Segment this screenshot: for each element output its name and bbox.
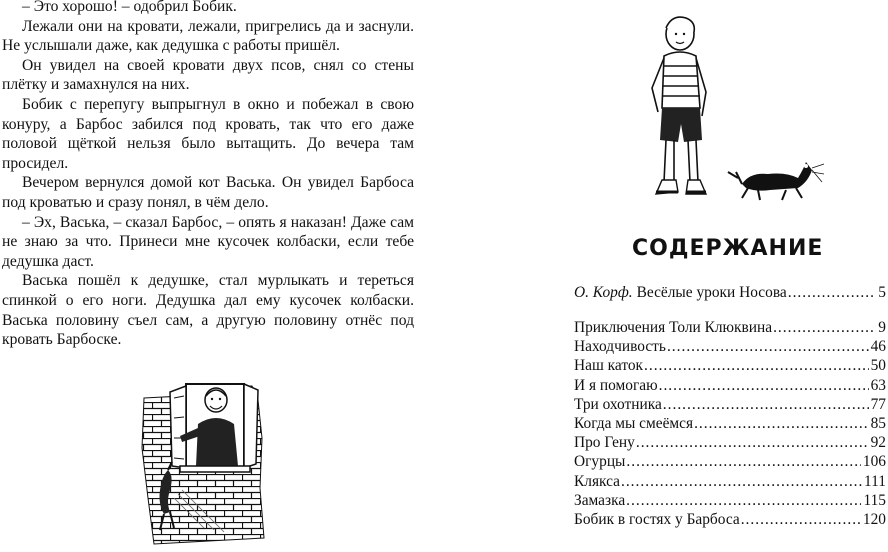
toc-entry-page: 77	[870, 395, 886, 413]
story-paragraph: – Эх, Васька, – сказал Барбос, – опять я наказан! Даже сам не знаю за что. Принеси мне кусочек колбаски, если тебе дедушка даст.	[2, 213, 414, 270]
toc-entry-title: Огурцы	[574, 453, 626, 471]
story-paragraph: Он увидел на своей кровати двух псов, снял со стены плётку и замахнулся на них.	[2, 56, 414, 94]
toc-entry-page: 85	[870, 415, 886, 433]
toc-entry-page: 115	[863, 491, 886, 509]
toc-entry-page: 120	[862, 511, 886, 529]
story-paragraph: Лежали они на кровати, лежали, пригрелись да и заснули. Не услышали даже, как дедушка с работы пришёл.	[2, 17, 414, 55]
story-paragraph: – Это хорошо! – одобрил Бобик.	[22, 0, 237, 15]
toc-leader-dots	[663, 395, 869, 414]
toc-entry-title: Бобик в гостях у Барбоса	[574, 511, 740, 529]
toc-entry[interactable]	[574, 472, 886, 491]
story-paragraph: Васька пошёл к дедушке, стал мурлыкать и тереться спинкой о его ноги. Дедушка дал ему кусочек колбаски. Васька половину съел сам, а другую половину отнёс под кровать Барбоске.	[2, 272, 414, 349]
toc-entry[interactable]	[574, 337, 886, 356]
story-text	[2, 0, 414, 350]
right-page	[560, 0, 888, 552]
toc-entry-title: Клякса	[574, 472, 620, 490]
toc-leader-dots	[741, 510, 861, 529]
toc-entry-title: Когда мы смеёмся	[574, 415, 694, 433]
toc-entry-page: 63	[870, 376, 886, 394]
toc-leader-dots	[626, 491, 861, 510]
toc-intro	[574, 283, 886, 302]
toc-entry-page: 106	[862, 453, 886, 471]
toc-entry[interactable]	[574, 433, 886, 452]
toc-entry-title: Наш каток	[574, 357, 644, 375]
toc-entry[interactable]	[574, 356, 886, 375]
toc-entry-page: 46	[870, 338, 886, 356]
toc-entry-author: О. Корф.	[574, 284, 633, 301]
toc-entry[interactable]	[574, 510, 886, 529]
story-paragraph: Вечером вернулся домой кот Васька. Он увидел Барбоса под кроватью и сразу понял, в чём дело.	[2, 174, 414, 211]
toc-leader-dots	[659, 376, 869, 395]
toc-entry-title: Весёлые уроки Носова	[636, 284, 787, 301]
toc-entry-page: 111	[864, 472, 886, 490]
illustration-boy-cat	[646, 12, 826, 202]
toc-entry-title: Замазка	[574, 491, 626, 509]
toc-leader-dots	[636, 433, 869, 452]
toc-entry-title: Находчивость	[574, 338, 666, 356]
toc-leader-dots	[773, 318, 876, 337]
toc-entry-page: 5	[878, 284, 886, 301]
toc-entry[interactable]	[574, 318, 886, 337]
toc-entry[interactable]	[574, 283, 886, 302]
illustration-window-dog	[134, 378, 274, 550]
toc-entry-title: Три охотника	[574, 395, 662, 413]
toc-leader-dots	[694, 414, 869, 433]
toc-entry-title: Про Гену	[574, 434, 635, 452]
toc-entry[interactable]	[574, 395, 886, 414]
toc-leader-dots	[788, 283, 877, 302]
toc-entry-page: 9	[878, 319, 886, 336]
toc-entry-title: И я помогаю	[574, 376, 658, 394]
toc-title: СОДЕРЖАНИЕ	[632, 236, 824, 261]
toc-leader-dots	[626, 452, 861, 471]
toc-leader-dots	[667, 337, 869, 356]
toc-leader-dots	[621, 472, 862, 491]
toc-entry[interactable]	[574, 452, 886, 471]
toc-entry-page: 92	[870, 434, 886, 452]
toc-entry[interactable]	[574, 376, 886, 395]
toc-entry-page: 50	[870, 357, 886, 375]
toc-entry-title: Приключения Толи Клюквина	[574, 319, 773, 336]
toc-entry[interactable]	[574, 491, 886, 510]
left-page	[0, 0, 418, 552]
toc-list	[574, 318, 886, 529]
story-paragraph: Бобик с перепугу выпрыгнул в окно и побежал в свою конуру, а Барбос забился под кровать, так что его даже половой щёткой нельзя было вытащить. До вечера там просидел.	[2, 95, 414, 172]
toc-entry[interactable]	[574, 414, 886, 433]
toc-leader-dots	[644, 356, 869, 375]
